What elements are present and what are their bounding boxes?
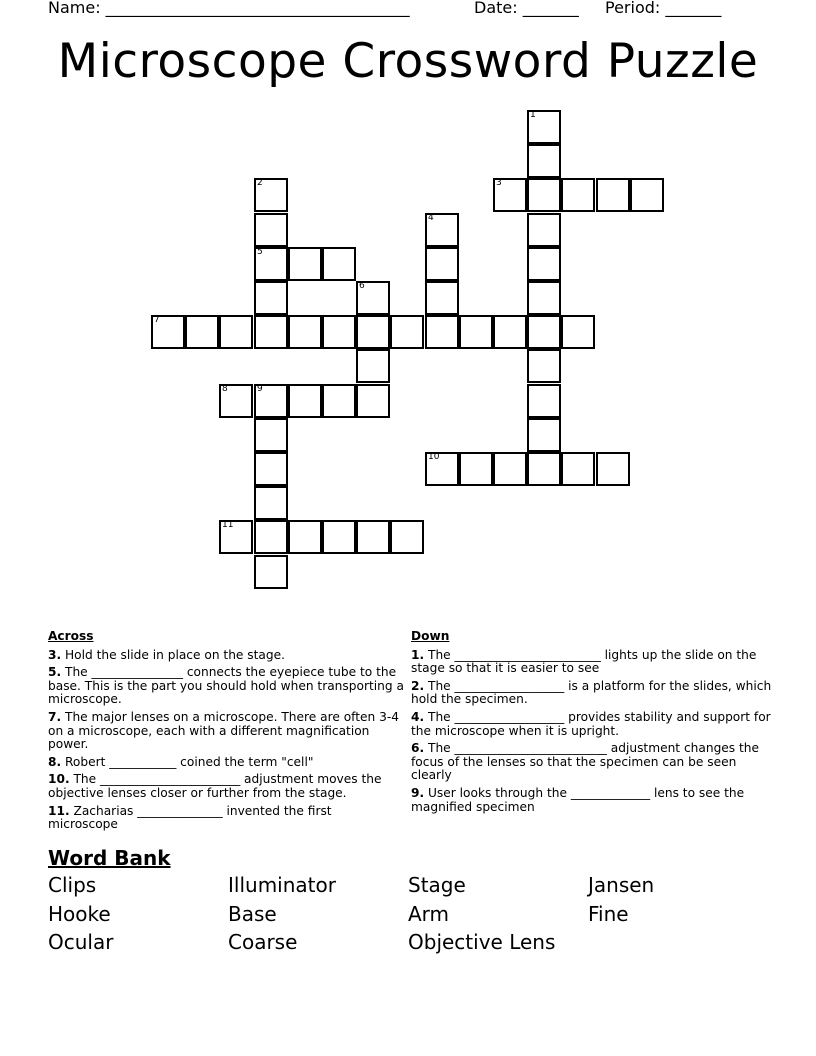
clue-text: The _______________ connects the eyepiece tube to the base. This is the part you should hold when transporting a microscope. [48, 665, 404, 707]
crossword-cell[interactable] [630, 178, 664, 212]
across-clue [48, 649, 404, 663]
name-field[interactable]: Name: ______________________________________ [48, 0, 410, 17]
clue-num: 10. [48, 772, 70, 787]
crossword-cell[interactable] [356, 349, 390, 383]
crossword-cell[interactable] [254, 384, 288, 418]
crossword-cell[interactable] [254, 247, 288, 281]
crossword-cell[interactable] [254, 213, 288, 247]
crossword-cell[interactable] [561, 178, 595, 212]
clue-number: 8 [222, 384, 228, 394]
clue-text: Robert ___________ coined the term "cell" [61, 754, 314, 769]
clue-num: 11. [48, 803, 70, 818]
down-clue [411, 711, 773, 738]
crossword-cell[interactable] [493, 178, 527, 212]
crossword-cell[interactable] [322, 315, 356, 349]
down-clue [411, 787, 773, 814]
clue-number: 9 [257, 384, 263, 394]
crossword-cell[interactable] [254, 555, 288, 589]
down-clue [411, 680, 773, 707]
clue-num: 9. [411, 785, 425, 800]
word-bank-word: Stage [408, 873, 466, 897]
across-clue [48, 773, 404, 800]
across-clue [48, 711, 404, 752]
clue-number: 4 [428, 213, 434, 223]
crossword-cell[interactable] [527, 349, 561, 383]
clue-text: The _________________________ adjustment changes the focus of the lenses so that the specimen can be seen clearly [411, 741, 760, 783]
crossword-cell[interactable] [527, 213, 561, 247]
crossword-cell[interactable] [425, 247, 459, 281]
clue-number: 3 [496, 178, 502, 188]
period-field[interactable]: Period: _______ [605, 0, 722, 17]
crossword-cell[interactable] [219, 384, 253, 418]
across-clue [48, 756, 404, 770]
crossword-cell[interactable] [527, 178, 561, 212]
clue-num: 2. [411, 678, 425, 693]
clue-number: 11 [222, 520, 234, 530]
crossword-cell[interactable] [288, 384, 322, 418]
crossword-cell[interactable] [151, 315, 185, 349]
word-bank-word: Jansen [588, 873, 655, 897]
word-bank-word: Base [228, 902, 277, 926]
down-clue [411, 742, 773, 783]
date-field[interactable]: Date: _______ [474, 0, 579, 17]
crossword-cell[interactable] [219, 520, 253, 554]
crossword-cell[interactable] [288, 520, 322, 554]
crossword-cell[interactable] [527, 281, 561, 315]
crossword-cell[interactable] [254, 452, 288, 486]
crossword-cell[interactable] [493, 315, 527, 349]
crossword-cell[interactable] [288, 247, 322, 281]
across-heading: Across [48, 629, 94, 643]
crossword-cell[interactable] [219, 315, 253, 349]
crossword-cell[interactable] [561, 452, 595, 486]
clue-text: Zacharias ______________ invented the first microscope [48, 803, 332, 832]
crossword-cell[interactable] [254, 520, 288, 554]
crossword-cell[interactable] [356, 281, 390, 315]
word-bank-word: Objective Lens [408, 930, 556, 954]
across-clue [48, 805, 404, 832]
clue-num: 1. [411, 647, 425, 662]
crossword-cell[interactable] [527, 110, 561, 144]
crossword-cell[interactable] [254, 418, 288, 452]
crossword-cell[interactable] [459, 315, 493, 349]
crossword-cell[interactable] [425, 315, 459, 349]
crossword-cell[interactable] [254, 281, 288, 315]
clue-num: 3. [48, 647, 62, 662]
across-clue [48, 666, 404, 707]
clue-number: 10 [428, 452, 440, 462]
crossword-cell[interactable] [596, 452, 630, 486]
header-line [48, 0, 722, 17]
crossword-cell[interactable] [527, 144, 561, 178]
page-title: Microscope Crossword Puzzle [57, 34, 759, 89]
word-bank-word: Ocular [48, 930, 114, 954]
crossword-cell[interactable] [356, 315, 390, 349]
crossword-cell[interactable] [254, 315, 288, 349]
crossword-cell[interactable] [322, 520, 356, 554]
clue-text: The major lenses on a microscope. There are often 3-4 on a microscope, each with a different magnification power. [48, 709, 400, 752]
crossword-cell[interactable] [288, 315, 322, 349]
crossword-cell[interactable] [322, 247, 356, 281]
crossword-cell[interactable] [356, 520, 390, 554]
crossword-cell[interactable] [527, 384, 561, 418]
word-bank-word: Clips [48, 873, 97, 897]
down-clue [411, 649, 773, 676]
crossword-cell[interactable] [425, 281, 459, 315]
word-bank-word: Fine [588, 902, 629, 926]
word-bank-word: Coarse [228, 930, 298, 954]
clue-text: The __________________ is a platform for the slides, which hold the specimen. [411, 678, 772, 707]
clue-num: 4. [411, 709, 425, 724]
clue-text: User looks through the _____________ lens to see the magnified specimen [411, 785, 745, 814]
crossword-cell[interactable] [527, 452, 561, 486]
clue-text: The _______________________ adjustment moves the objective lenses closer or further from the stage. [48, 772, 382, 800]
clue-number: 1 [530, 110, 536, 120]
clue-num: 7. [48, 709, 62, 724]
down-heading: Down [411, 629, 450, 643]
crossword-cell[interactable] [459, 452, 493, 486]
clue-text: The ________________________ lights up the slide on the stage so that it is easier to see [411, 647, 757, 676]
word-bank-word: Arm [408, 902, 450, 926]
clue-num: 5. [48, 665, 62, 680]
clue-text: The __________________ provides stability and support for the microscope when it is upright. [411, 709, 771, 738]
crossword-cell[interactable] [254, 178, 288, 212]
crossword-cell[interactable] [527, 418, 561, 452]
clue-num: 8. [48, 754, 62, 769]
crossword-cell[interactable] [561, 315, 595, 349]
clue-number: 7 [154, 315, 160, 325]
clue-text: Hold the slide in place on the stage. [61, 647, 286, 662]
crossword-cell[interactable] [390, 315, 424, 349]
word-bank-title: Word Bank [48, 846, 171, 870]
crossword-cell[interactable] [254, 486, 288, 520]
crossword-cell[interactable] [356, 384, 390, 418]
clue-number: 5 [257, 247, 263, 257]
clue-num: 6. [411, 741, 425, 756]
crossword-cell[interactable] [596, 178, 630, 212]
crossword-cell[interactable] [527, 247, 561, 281]
clue-number: 6 [359, 281, 365, 291]
crossword-cell[interactable] [425, 213, 459, 247]
word-bank-word: Illuminator [228, 873, 336, 897]
crossword-cell[interactable] [493, 452, 527, 486]
down-clues [411, 630, 773, 818]
crossword-cell[interactable] [425, 452, 459, 486]
clue-number: 2 [257, 178, 263, 188]
crossword-cell[interactable] [527, 315, 561, 349]
crossword-cell[interactable] [322, 384, 356, 418]
crossword-cell[interactable] [185, 315, 219, 349]
across-clues [48, 630, 404, 836]
word-bank-word: Hooke [48, 902, 111, 926]
crossword-cell[interactable] [390, 520, 424, 554]
